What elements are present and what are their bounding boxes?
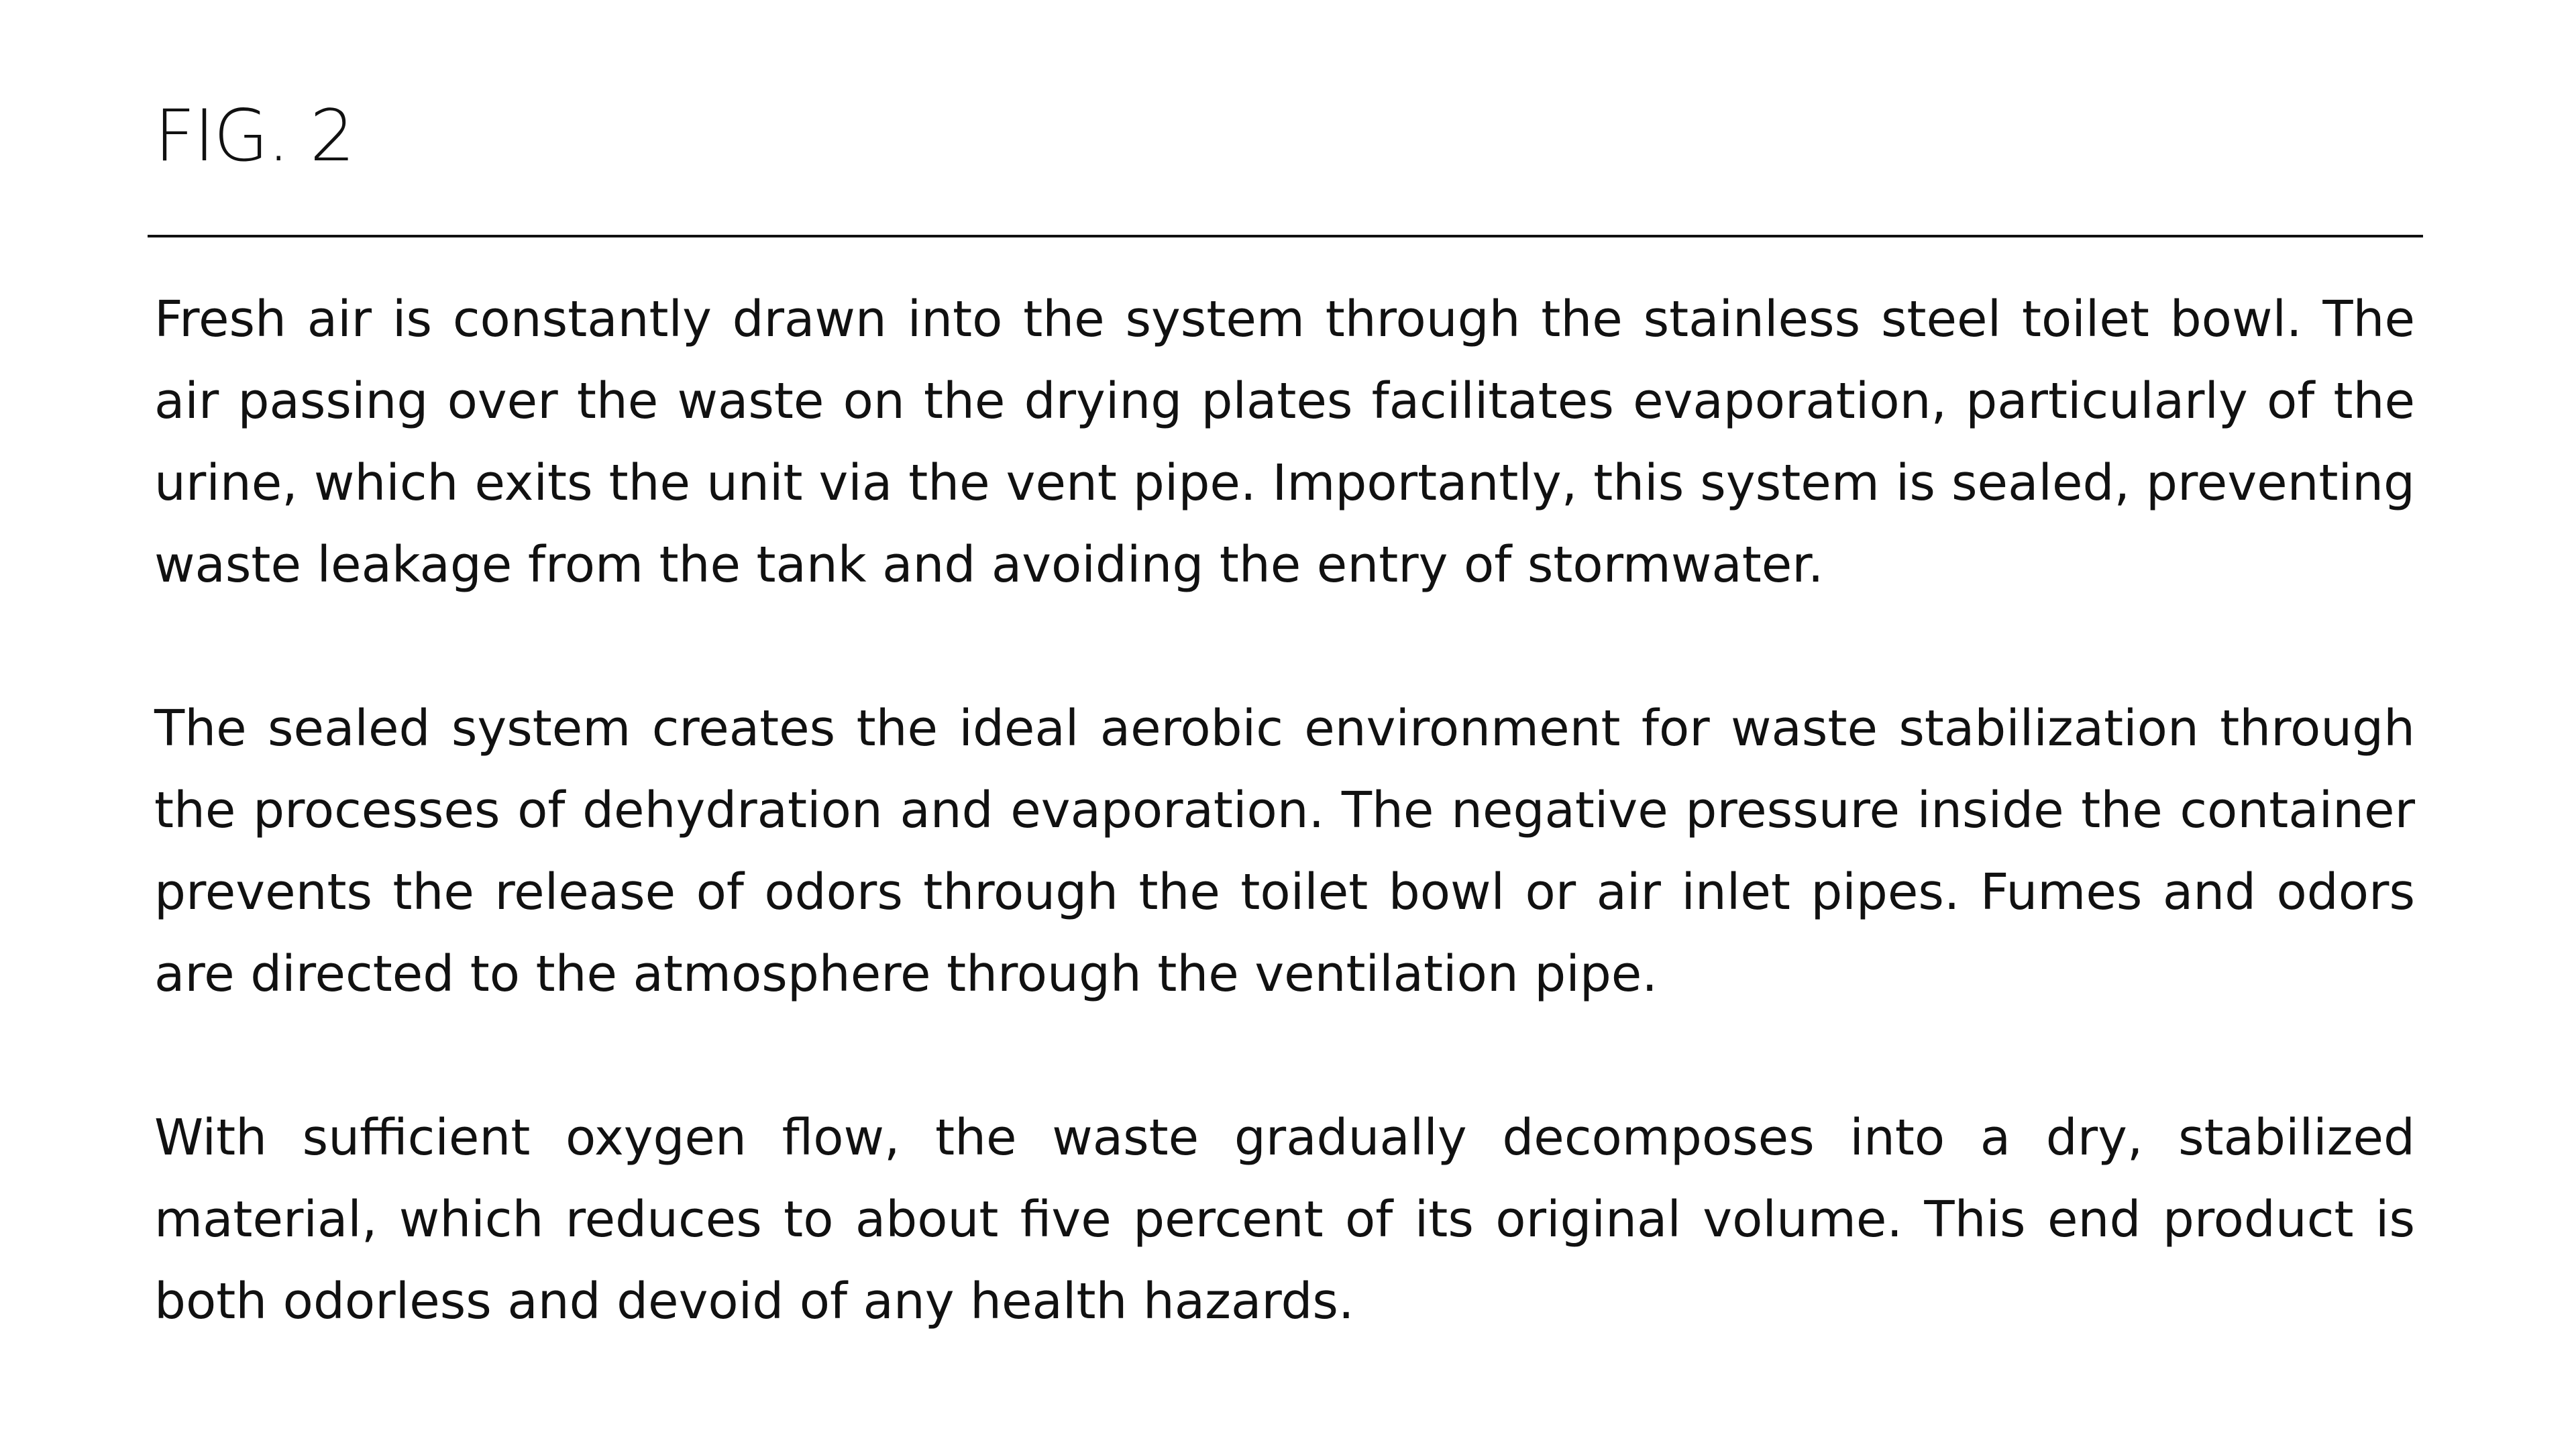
- title-divider: [148, 235, 2423, 237]
- paragraph-3: With sufficient oxygen flow, the waste gradually decomposes into a dry, stabilized material, which reduces to about five percent of its original volume. This end product is both odorless and devoid of any health hazards.: [154, 1109, 2415, 1330]
- figure-title: FIG. 2: [154, 95, 354, 177]
- body-text: [154, 278, 2415, 1424]
- paragraph-2: The sealed system creates the ideal aerobic environment for waste stabilization through the processes of dehydration and evaporation. The negative pressure inside the container prevents the release of odors through the toilet bowl or air inlet pipes. Fumes and odors are directed to the atmosphere through the ventilation pipe.: [154, 700, 2415, 1003]
- paragraph-1: Fresh air is constantly drawn into the system through the stainless steel toilet bowl. The air passing over the waste on the drying plates facilitates evaporation, particularly of the urine, which exits the unit via the vent pipe. Importantly, this system is sealed, preventing waste leakage from the tank and avoiding the entry of stormwater.: [154, 290, 2415, 594]
